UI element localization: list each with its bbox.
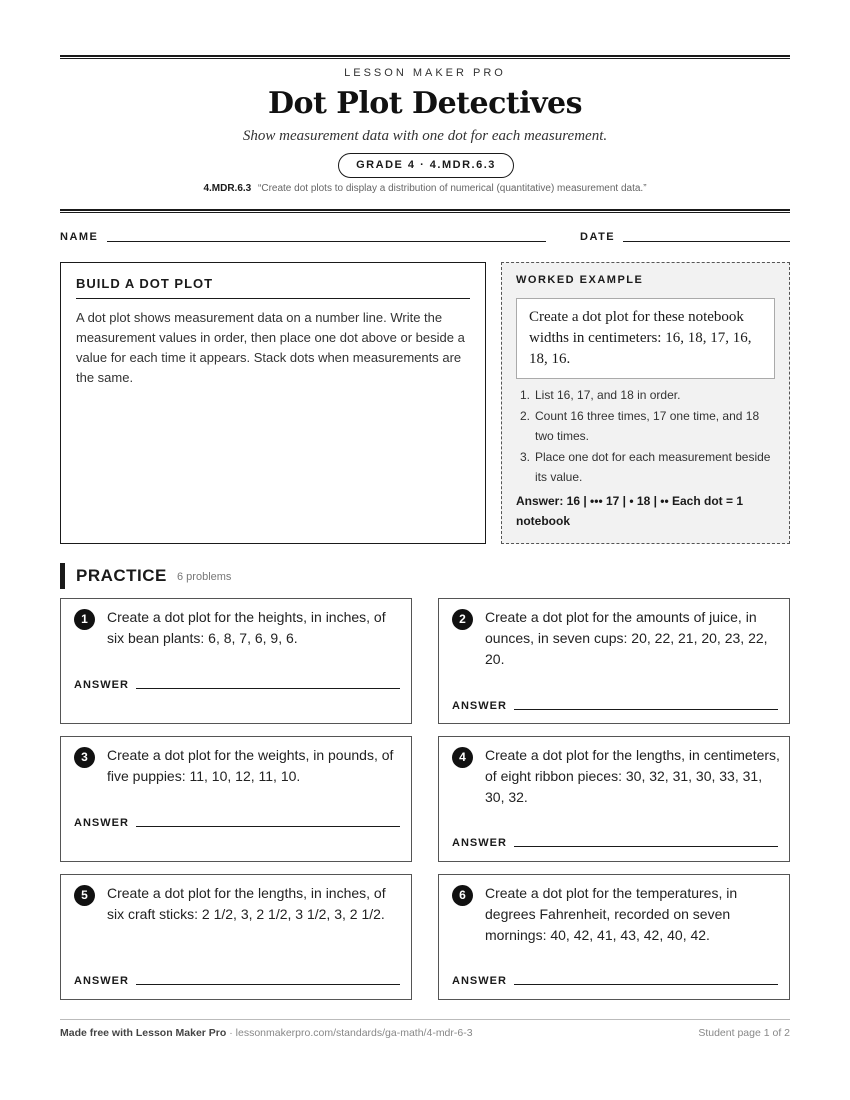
practice-heading: PRACTICE: [76, 566, 167, 585]
standard-text: “Create dot plots to display a distribution of numerical (quantitative) measurement data.”: [258, 183, 647, 194]
problem-text: Create a dot plot for the weights, in pounds, of five puppies: 11, 10, 12, 11, 10.: [107, 747, 394, 784]
answer-line[interactable]: [136, 688, 400, 689]
problem-number-badge: 6: [452, 885, 473, 906]
problem-text: Create a dot plot for the lengths, in centimeters, of eight ribbon pieces: 30, 32, 31, 30, 33, 31, 30, 32.: [485, 747, 780, 805]
example-answer: Answer: 16 | ••• 17 | • 18 | •• Each dot = 1 notebook: [516, 494, 744, 528]
practice-count: 6 problems: [177, 571, 232, 583]
problem-card-2: [438, 598, 790, 724]
example-prompt: Create a dot plot for these notebook widths in centimeters: 16, 18, 17, 16, 18, 16.: [516, 298, 775, 379]
problem-number-badge: 2: [452, 609, 473, 630]
problem-card-1: [60, 598, 412, 724]
name-field[interactable]: [107, 241, 546, 242]
answer-line[interactable]: [514, 709, 778, 710]
example-step: 3. Place one dot for each measurement beside its value.: [519, 450, 771, 484]
page-title: Dot Plot Detectives: [267, 86, 583, 121]
date-label: DATE: [580, 231, 616, 243]
answer-line[interactable]: [514, 984, 778, 985]
answer-line[interactable]: [514, 846, 778, 847]
problem-number-badge: 4: [452, 747, 473, 768]
problem-number-badge: 3: [74, 747, 95, 768]
answer-line[interactable]: [136, 984, 400, 985]
answer-label: ANSWER: [452, 700, 507, 712]
answer-label: ANSWER: [74, 679, 129, 691]
build-body: A dot plot shows measurement data on a number line. Write the measurement values in order, then place one dot above or beside a value for each time it appears. Stack dots when measurements are the same.: [76, 310, 465, 385]
practice-accent-bar: [60, 563, 65, 589]
answer-label: ANSWER: [452, 837, 507, 849]
problem-text: Create a dot plot for the temperatures, in degrees Fahrenheit, recorded on seven mornings: 40, 42, 41, 43, 42, 40, 42.: [485, 885, 738, 943]
footer-credit: [60, 1027, 473, 1039]
answer-line[interactable]: [136, 826, 400, 827]
problem-card-4: [438, 736, 790, 862]
header-top-rule: [60, 55, 790, 59]
build-heading: BUILD A DOT PLOT: [76, 276, 470, 299]
name-label: NAME: [60, 231, 99, 243]
problem-text: Create a dot plot for the heights, in inches, of six bean plants: 6, 8, 7, 6, 9, 6.: [107, 609, 386, 646]
date-field[interactable]: [623, 241, 790, 242]
grade-badge: GRADE 4 · 4.MDR.6.3: [338, 153, 514, 178]
footer-url[interactable]: · lessonmakerpro.com/standards/ga-math/4-mdr-6-3: [226, 1027, 473, 1039]
example-steps: [516, 385, 775, 487]
answer-label: ANSWER: [74, 817, 129, 829]
problem-number-badge: 5: [74, 885, 95, 906]
problem-card-3: [60, 736, 412, 862]
footer-made-with: Made free with Lesson Maker Pro: [60, 1027, 227, 1039]
standard-line: [60, 183, 790, 194]
header-bottom-rule: [60, 209, 790, 213]
footer-rule: [60, 1019, 790, 1020]
worked-example-box: [501, 262, 790, 544]
problem-card-5: [60, 874, 412, 1000]
problem-text: Create a dot plot for the amounts of juice, in ounces, in seven cups: 20, 22, 21, 20, 23, 22, 20.: [485, 609, 768, 667]
brand-name: LESSON MAKER PRO: [344, 67, 506, 79]
example-step: 1. List 16, 17, and 18 in order.: [519, 388, 681, 402]
problem-text: Create a dot plot for the lengths, in inches, of six craft sticks: 2 1/2, 3, 2 1/2, 3 1/2, 3, 2 1/2.: [107, 885, 386, 922]
example-heading: WORKED EXAMPLE: [516, 274, 644, 286]
problem-card-6: [438, 874, 790, 1000]
build-a-dot-plot-box: [60, 262, 486, 544]
worksheet-page: [60, 0, 790, 1100]
answer-label: ANSWER: [452, 975, 507, 987]
standard-code: 4.MDR.6.3: [203, 183, 252, 194]
problem-number-badge: 1: [74, 609, 95, 630]
answer-label: ANSWER: [74, 975, 129, 987]
example-step: 2. Count 16 three times, 17 one time, and 18 two times.: [519, 409, 760, 443]
footer-page-number: Student page 1 of 2: [698, 1027, 790, 1039]
page-subtitle: Show measurement data with one dot for each measurement.: [242, 128, 608, 144]
